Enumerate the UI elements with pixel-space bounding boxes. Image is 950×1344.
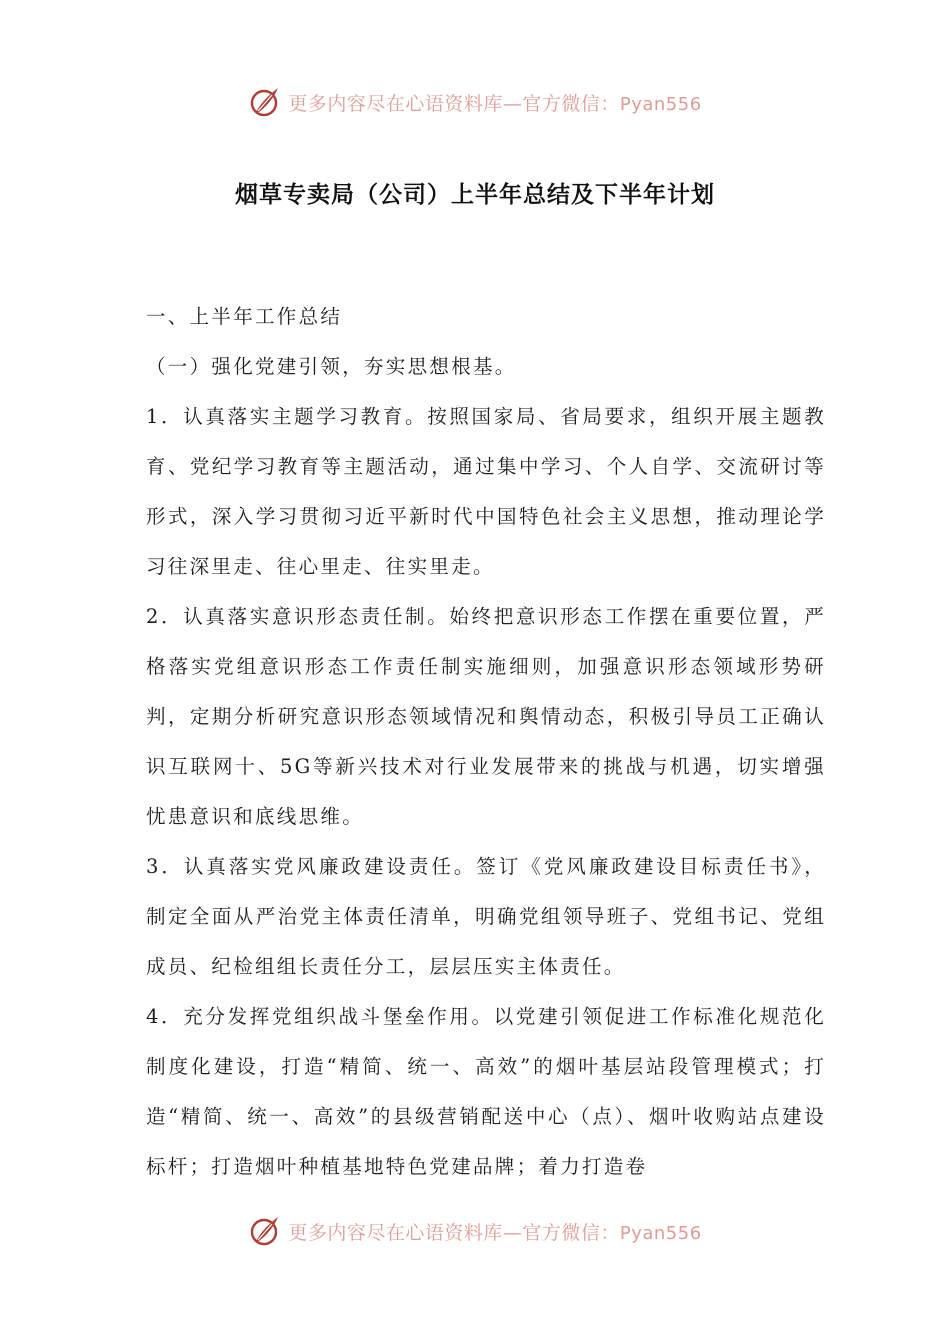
paragraph-item-3: 3．认真落实党风廉政建设责任。签订《党风廉政建设目标责任书》，制定全面从严治党主体责任清单，明确党组领导班子、党组书记、党组成员、纪检组组长责任分工，层层压实主体责任。: [146, 855, 826, 978]
document-body: [146, 292, 826, 1192]
subsection-heading: （一）强化党建引领，夯实思想根基。: [146, 355, 517, 378]
watermark-text: 更多内容尽在心语资料库—官方微信：Pyan556: [288, 1221, 702, 1244]
watermark-banner-top: [0, 82, 950, 122]
section-heading: 一、上半年工作总结: [146, 305, 343, 328]
paragraph-item-2: 2．认真落实意识形态责任制。始终把意识形态工作摆在重要位置，严格落实党组意识形态工作责任制实施细则，加强意识形态领域形势研判，定期分析研究意识形态领域情况和舆情动态，积极引导员工正确认识互联网十、5G等新兴技术对行业发展带来的挑战与机遇，切实增强忧患意识和底线思维。: [146, 605, 826, 828]
paragraph-item-1: 1．认真落实主题学习教育。按照国家局、省局要求，组织开展主题教育、党纪学习教育等主题活动，通过集中学习、个人自学、交流研讨等形式，深入学习贯彻习近平新时代中国特色社会主义思想，推动理论学习往深里走、往心里走、往实里走。: [146, 405, 826, 578]
watermark-contact-id: Pyan556: [619, 1222, 702, 1244]
watermark-banner-bottom: [0, 1211, 950, 1251]
paragraph-item-4: 4．充分发挥党组织战斗堡垒作用。以党建引领促进工作标准化规范化制度化建设，打造“精简、统一、高效”的烟叶基层站段管理模式；打造“精简、统一、高效”的县级营销配送中心（点）、烟叶收购站点建设标杆；打造烟叶种植基地特色党建品牌；着力打造卷: [146, 1005, 826, 1178]
quill-pen-logo-icon: [248, 85, 282, 119]
watermark-text: 更多内容尽在心语资料库—官方微信：Pyan556: [288, 92, 702, 115]
document-title: 烟草专卖局（公司）上半年总结及下半年计划: [235, 182, 715, 208]
watermark-contact-id: Pyan556: [619, 93, 702, 115]
quill-pen-logo-icon: [248, 1214, 282, 1248]
